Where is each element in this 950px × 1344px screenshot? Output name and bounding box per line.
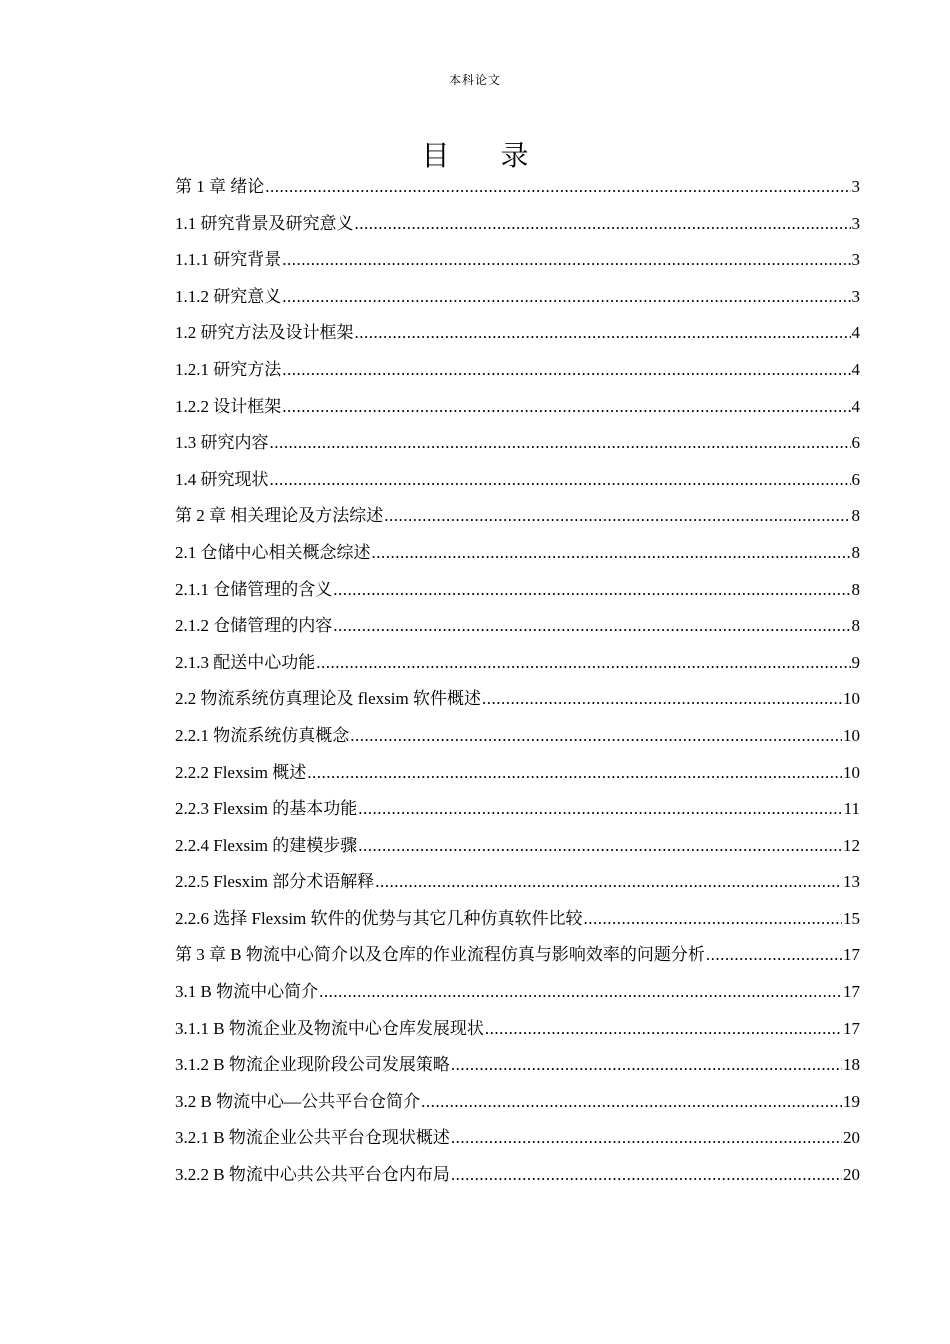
dot-leader [372,538,851,568]
toc-entry-title: 3.2.1 B 物流企业公共平台仓现状概述 [175,1128,450,1148]
toc-page-number: 11 [843,799,860,819]
toc-entry[interactable] [175,904,860,941]
dot-leader [270,465,851,495]
toc-entry[interactable] [175,465,860,502]
toc-page-number: 15 [843,908,860,928]
toc-entry-title: 1.2.2 设计框架 [175,396,282,416]
toc-page-number: 10 [843,762,860,782]
toc-entry-title: 2.2.4 Flexsim 的建模步骤 [175,835,358,855]
toc-page-number: 17 [843,1018,860,1038]
toc-entry[interactable] [175,538,860,575]
dot-leader [270,428,851,458]
dot-leader [307,758,842,788]
dot-leader [482,684,842,714]
toc-entry-title: 2.2.3 Flexsim 的基本功能 [175,799,358,819]
toc-page-number: 10 [843,689,860,709]
dot-leader [358,794,842,824]
dot-leader [584,904,842,934]
toc-page-number: 10 [843,725,860,745]
toc-entry-title: 1.3 研究内容 [175,433,269,453]
toc-page-number: 20 [843,1128,860,1148]
toc-page-number: 12 [843,835,860,855]
toc-page-number: 3 [851,213,860,233]
toc-entry-title: 2.2.1 物流系统仿真概念 [175,725,350,745]
dot-leader [421,1087,842,1117]
toc-entry-title: 1.1.2 研究意义 [175,286,282,306]
toc-page-number: 8 [851,542,860,562]
toc-entry[interactable] [175,1014,860,1051]
toc-entry-title: 3.1.2 B 物流企业现阶段公司发展策略 [175,1055,450,1075]
toc-entry-title: 第 1 章 绪论 [175,177,265,196]
toc-page-number: 4 [851,396,860,416]
dot-leader [355,318,851,348]
toc-page-number: 20 [843,1165,860,1185]
table-of-contents [175,172,860,1197]
toc-page-number: 6 [851,433,860,453]
toc-entry-title: 2.2.5 Flesxim 部分术语解释 [175,872,375,892]
dot-leader [355,209,851,239]
toc-title: 目 录 [421,141,551,172]
toc-page-number: 17 [843,982,860,1002]
toc-entry-title: 1.4 研究现状 [175,469,269,489]
dot-leader [265,172,850,202]
dot-leader [451,1160,842,1190]
dot-leader [282,282,850,312]
dot-leader [706,940,842,970]
toc-entry-title: 1.1.1 研究背景 [175,250,282,270]
toc-entry-title: 2.2.2 Flexsim 概述 [175,762,307,782]
toc-entry-title: 2.1 仓储中心相关概念综述 [175,542,371,562]
dot-leader [375,867,842,897]
toc-entry[interactable] [175,721,860,758]
toc-entry[interactable] [175,684,860,721]
toc-entry[interactable] [175,1123,860,1160]
toc-entry[interactable] [175,172,860,209]
toc-page-number: 3 [851,177,860,196]
toc-entry-title: 3.1.1 B 物流企业及物流中心仓库发展现状 [175,1018,484,1038]
toc-page-number: 3 [851,250,860,270]
toc-entry-title: 1.2 研究方法及设计框架 [175,323,354,343]
toc-entry[interactable] [175,648,860,685]
toc-page-number: 3 [851,286,860,306]
dot-leader [319,977,842,1007]
toc-entry[interactable] [175,1160,860,1197]
toc-entry-title: 第 2 章 相关理论及方法综述 [175,506,384,526]
toc-entry[interactable] [175,1087,860,1124]
toc-entry[interactable] [175,318,860,355]
dot-leader [485,1014,842,1044]
toc-entry[interactable] [175,245,860,282]
toc-entry[interactable] [175,940,860,977]
toc-entry[interactable] [175,977,860,1014]
toc-entry[interactable] [175,575,860,612]
toc-page-number: 8 [851,616,860,636]
toc-entry[interactable] [175,392,860,429]
toc-entry-title: 3.2.2 B 物流中心共公共平台仓内布局 [175,1165,450,1185]
toc-entry[interactable] [175,428,860,465]
toc-entry[interactable] [175,282,860,319]
toc-entry-title: 2.1.2 仓储管理的内容 [175,616,333,636]
toc-page-number: 13 [843,872,860,892]
toc-entry[interactable] [175,794,860,831]
dot-leader [282,355,850,385]
toc-entry-title: 2.2 物流系统仿真理论及 flexsim 软件概述 [175,689,481,709]
toc-entry[interactable] [175,355,860,392]
toc-entry-title: 3.2 B 物流中心—公共平台仓简介 [175,1091,421,1111]
dot-leader [333,611,850,641]
toc-entry-title: 第 3 章 B 物流中心简介以及仓库的作业流程仿真与影响效率的问题分析 [175,945,705,965]
toc-entry[interactable] [175,501,860,538]
toc-page-number: 4 [851,359,860,379]
toc-entry-title: 2.1.3 配送中心功能 [175,652,316,672]
dot-leader [451,1050,842,1080]
dot-leader [350,721,842,751]
dot-leader [358,831,842,861]
toc-entry[interactable] [175,209,860,246]
toc-page-number: 8 [851,579,860,599]
toc-entry[interactable] [175,831,860,868]
toc-page-number: 8 [851,506,860,526]
toc-entry-title: 2.1.1 仓储管理的含义 [175,579,333,599]
toc-page-number: 19 [843,1091,860,1111]
dot-leader [316,648,850,678]
toc-page-number: 18 [843,1055,860,1075]
toc-entry[interactable] [175,758,860,795]
toc-entry-title: 1.1 研究背景及研究意义 [175,213,354,233]
toc-page-number: 9 [851,652,860,672]
running-header: 本科论文 [448,73,501,87]
dot-leader [282,245,850,275]
dot-leader [282,392,850,422]
toc-entry[interactable] [175,867,860,904]
dot-leader [451,1123,842,1153]
toc-entry[interactable] [175,611,860,648]
dot-leader [333,575,850,605]
toc-page-number: 4 [851,323,860,343]
toc-page-number: 6 [851,469,860,489]
dot-leader [384,501,850,531]
toc-entry-title: 2.2.6 选择 Flexsim 软件的优势与其它几种仿真软件比较 [175,908,583,928]
toc-page-number: 17 [843,945,860,965]
toc-entry-title: 3.1 B 物流中心简介 [175,982,319,1002]
toc-entry-title: 1.2.1 研究方法 [175,359,282,379]
toc-entry[interactable] [175,1050,860,1087]
